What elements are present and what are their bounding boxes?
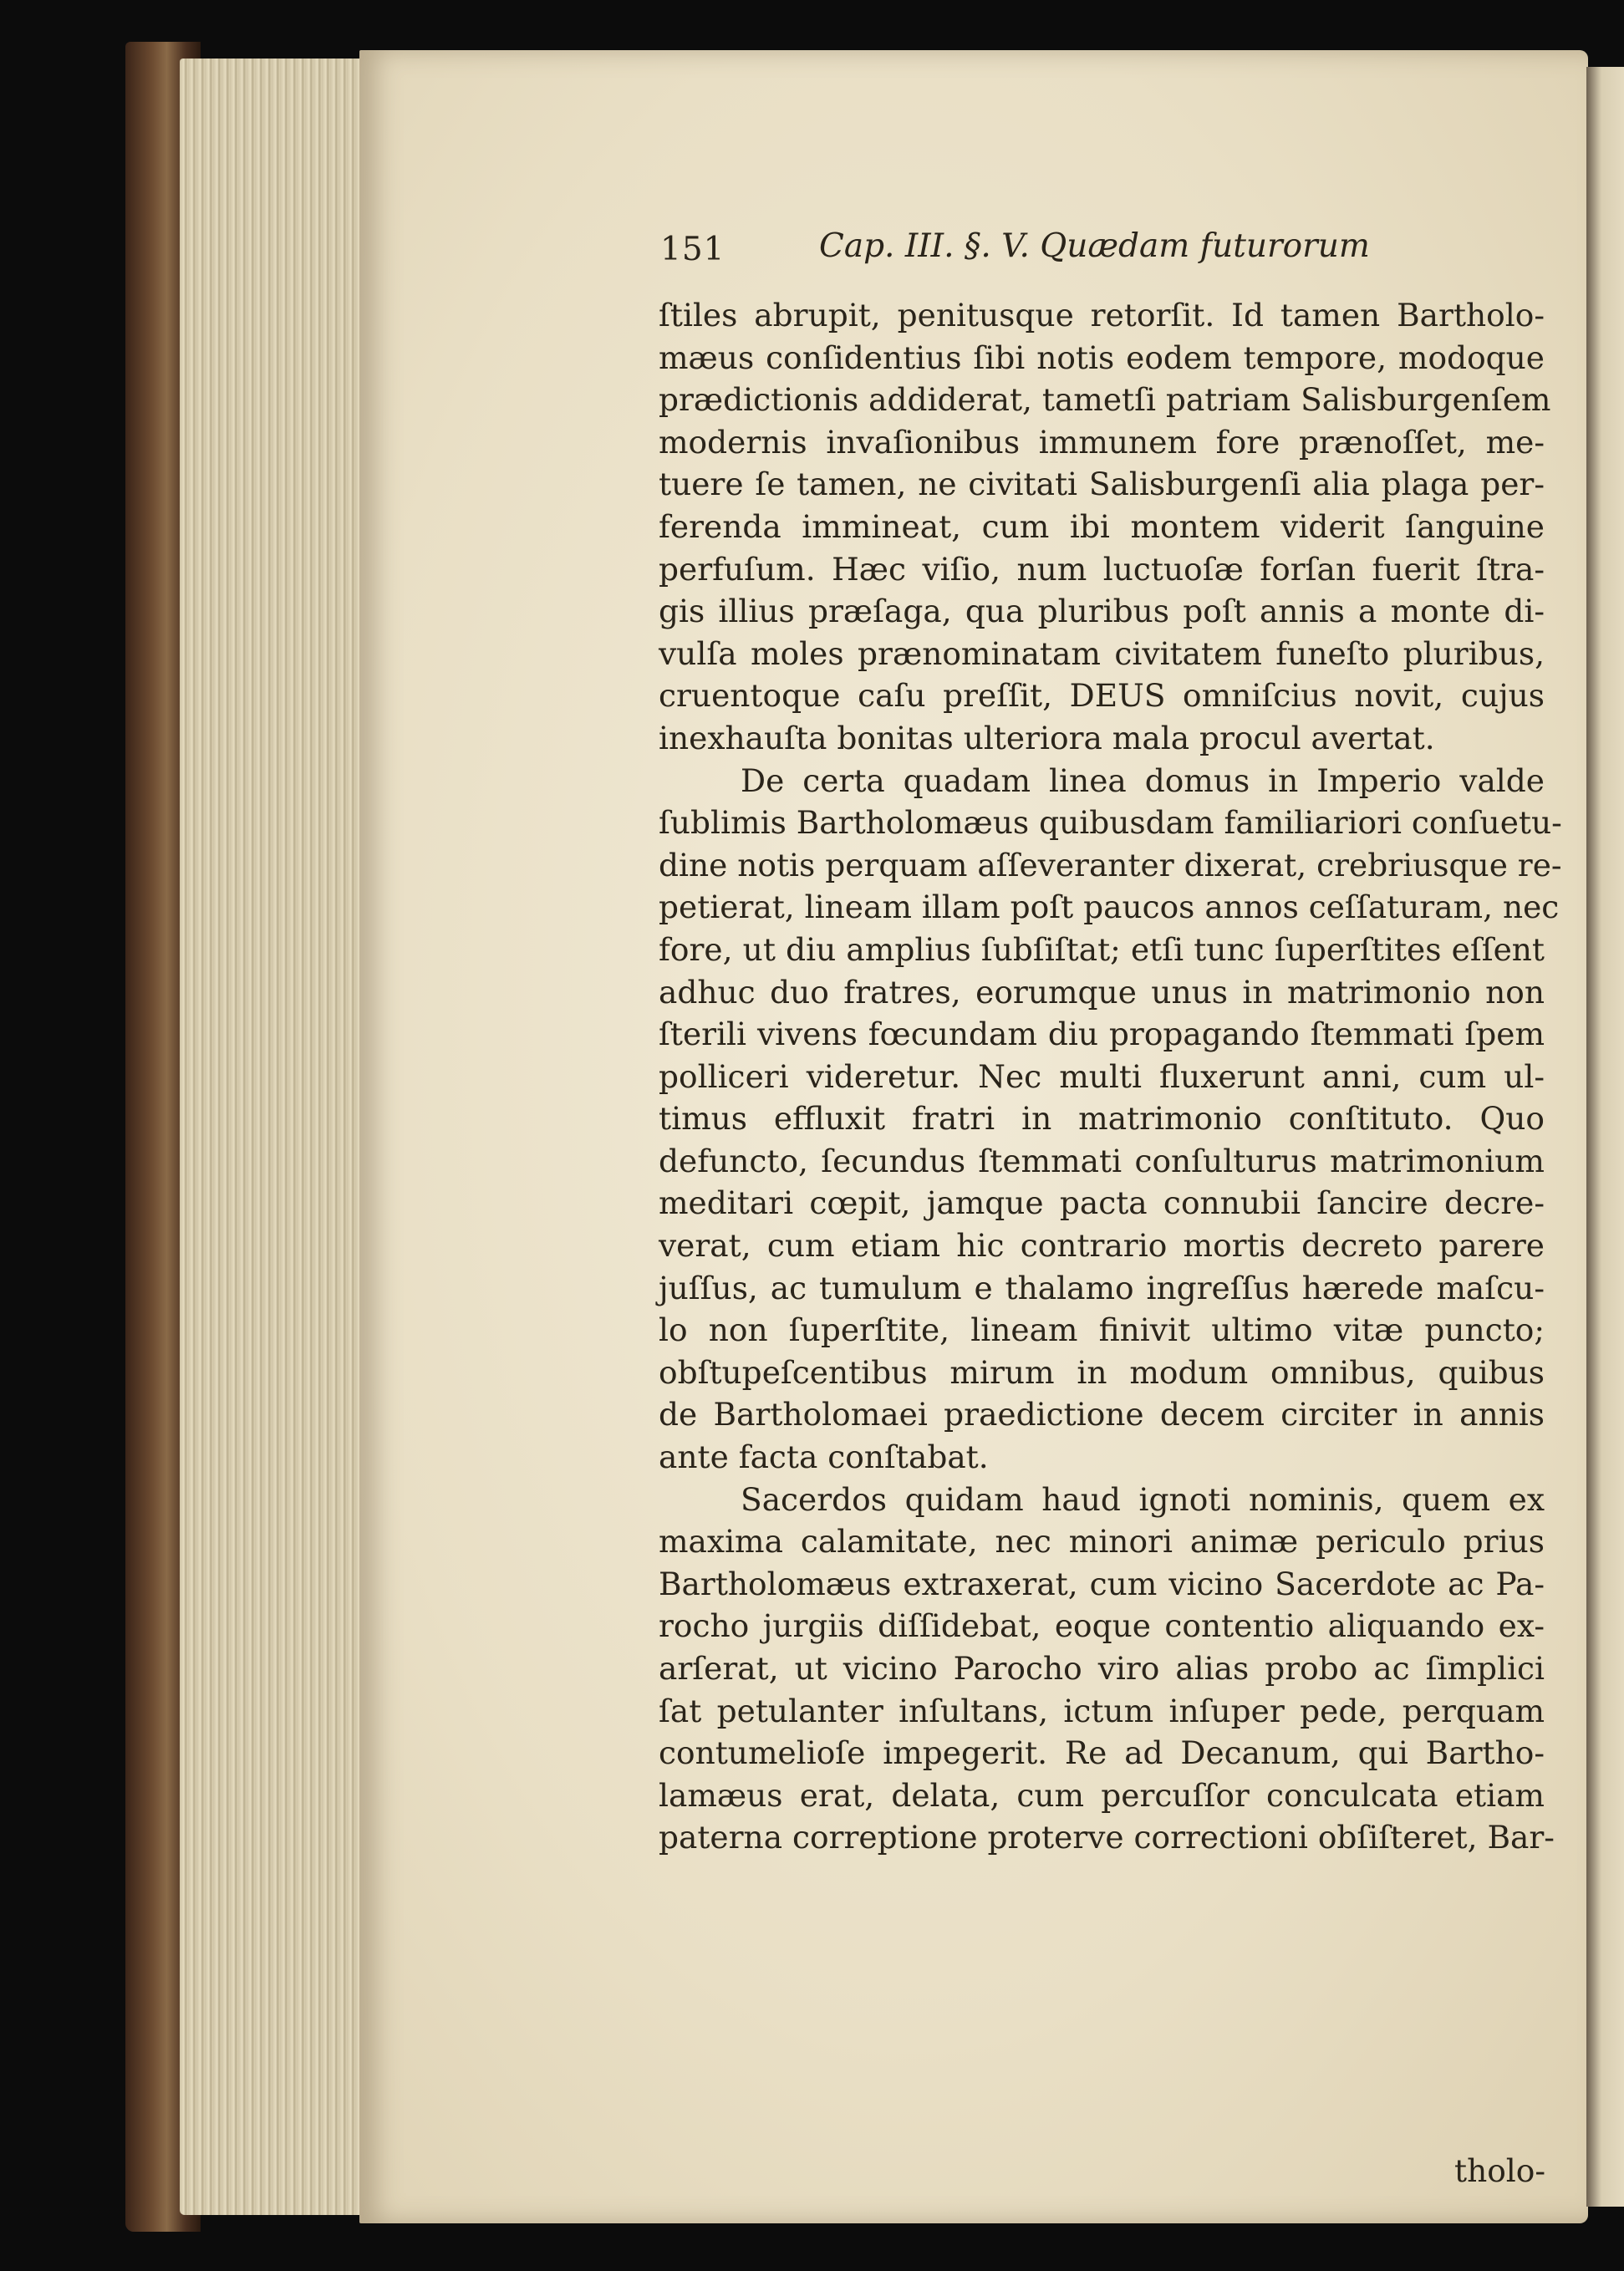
text-line: perfuſum. Hæc viſio, num luctuoſæ forſan fuerit ſtra- [659, 550, 1545, 588]
text-line: arſerat, ut vicino Parocho viro alias probo ac ſimplici [659, 1650, 1545, 1687]
text-line: vulſa moles prænominatam civitatem funeſto pluribus, [659, 634, 1545, 672]
page-stack-edge [180, 59, 368, 2215]
text-line: petierat, lineam illam poſt paucos annos ceſſaturam, nec [659, 889, 1560, 926]
facing-page-edge [1586, 67, 1624, 2207]
text-line: cruentoque caſu preſſit, DEUS omniſcius novit, cujus [659, 677, 1545, 715]
text-line: meditari cœpit, jamque pacta connubii ſancire decre- [659, 1184, 1545, 1222]
text-line: timus effluxit fratri in matrimonio conſtituto. Quo [659, 1100, 1545, 1138]
text-line: rocho jurgiis diſſidebat, eoque contentio aliquando ex- [659, 1607, 1545, 1645]
text-line: ſtiles abrupit, penitusque retorſit. Id tamen Bartholo- [659, 297, 1545, 334]
catchword: tholo- [1454, 2152, 1546, 2189]
text-line: gis illius præſaga, qua pluribus poſt annis a monte di- [659, 593, 1545, 630]
text-line: ferenda immineat, cum ibi montem viderit ſanguine [659, 507, 1545, 545]
text-line: polliceri videretur. Nec multi fluxerunt anni, cum ul- [659, 1057, 1545, 1095]
text-line: inexhauſta bonitas ulteriora mala procul avertat. [659, 719, 1435, 756]
text-line: tuere ſe tamen, ne civitati Salisburgenſi alia plaga per- [659, 466, 1545, 503]
chapter-heading: Cap. III. §. V. Quædam futurorum [819, 227, 1370, 265]
page-number: 151 [660, 231, 725, 268]
text-line: de Bartholomaei praedictione decem circiter in annis [659, 1396, 1545, 1433]
text-line: Sacerdos quidam haud ignoti nominis, quem ex [741, 1480, 1545, 1518]
text-line: verat, cum etiam hic contrario mortis decreto parere [659, 1227, 1545, 1265]
text-line: Bartholomæus extraxerat, cum vicino Sacerdote ac Pa- [659, 1565, 1545, 1602]
text-line: prædictionis addiderat, tametſi patriam Salisburgenſem [659, 381, 1551, 419]
text-line: De certa quadam linea domus in Imperio valde [741, 761, 1545, 799]
running-head [660, 227, 1396, 274]
text-line: ſterili vivens fœcundam diu propagando ſtemmati ſpem [659, 1016, 1545, 1053]
text-line: modernis invaſionibus immunem fore prænoſſet, me- [659, 423, 1545, 461]
text-line: lo non ſuperſtite, lineam finivit ultimo vitæ puncto; [659, 1311, 1545, 1349]
body-text [659, 294, 1562, 1859]
text-line: juſſus, ac tumulum e thalamo ingreſſus hærede maſcu- [659, 1269, 1545, 1306]
text-line: ante facta conſtabat. [659, 1438, 989, 1476]
text-line: defuncto, ſecundus ſtemmati conſulturus matrimonium [659, 1142, 1545, 1179]
text-line: ſat petulanter inſultans, ictum inſuper pede, perquam [659, 1692, 1545, 1729]
text-line: paterna correptione proterve correctioni obſiſteret, Bar- [659, 1819, 1555, 1856]
text-line: adhuc duo fratres, eorumque unus in matrimonio non [659, 973, 1545, 1011]
text-line: lamæus erat, delata, cum percuſſor conculcata etiam [659, 1776, 1545, 1814]
text-line: obſtupeſcentibus mirum in modum omnibus, quibus [659, 1353, 1545, 1391]
text-line: contumelioſe impegerit. Re ad Decanum, qui Bartho- [659, 1734, 1545, 1772]
text-line: dine notis perquam aſſeveranter dixerat, crebriusque re- [659, 846, 1562, 883]
text-line: mæus conſidentius ſibi notis eodem tempore, modoque [659, 339, 1545, 376]
text-line: ſublimis Bartholomæus quibusdam familiariori conſuetu- [659, 804, 1562, 842]
text-line: maxima calamitate, nec minori animæ periculo prius [659, 1523, 1545, 1561]
text-line: fore, ut diu amplius ſubſiſtat; etſi tunc ſuperſtites eſſent [659, 930, 1545, 968]
